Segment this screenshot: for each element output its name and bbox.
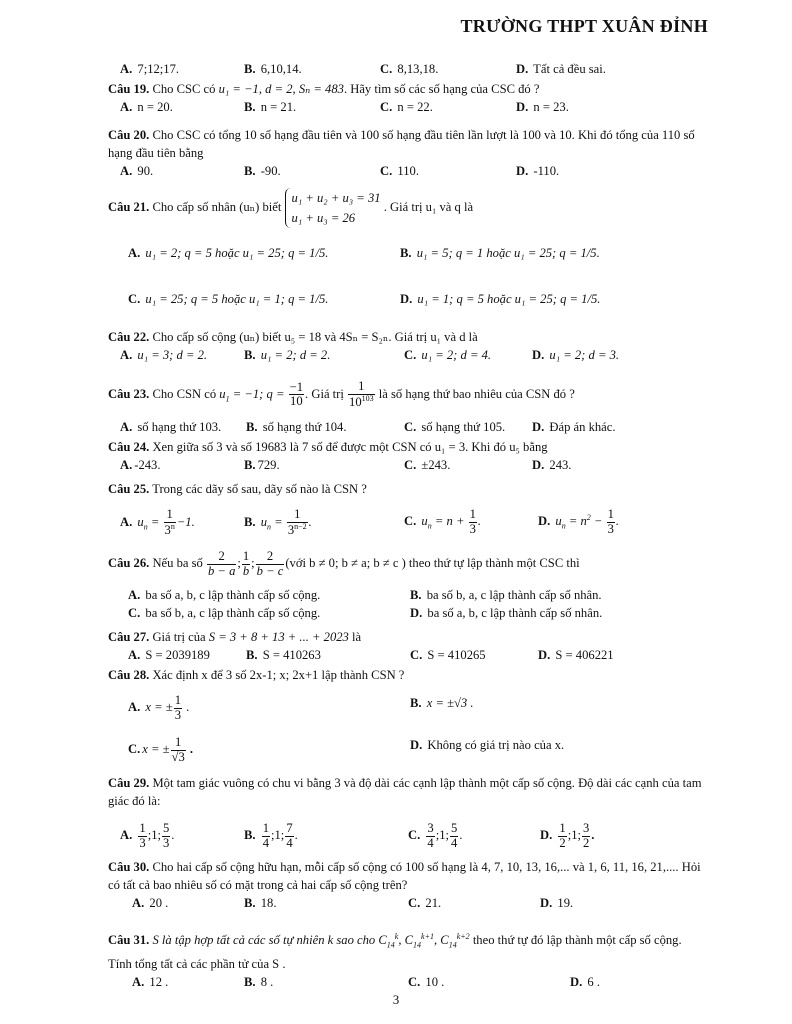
option-c: C. 8,13,18. xyxy=(380,62,439,76)
option-d: D. Không có giá trị nào của x. xyxy=(410,738,565,752)
question-27: Câu 27. Giá trị của S = 3 + 8 + 13 + ... + 2023 là A. S = 2039189 B. S = 410263 C. S = 410265 D. S = 406221 xyxy=(108,630,614,662)
option-d: D. $\frac{1}{2}$ ;1; $\frac{3}{2}$ . xyxy=(540,821,595,850)
option-b: B. n = 21. xyxy=(244,100,297,114)
option-a: A. -243. xyxy=(120,458,161,472)
question-25-options xyxy=(108,508,708,538)
option-a: A. 12 . xyxy=(132,974,169,989)
option-a: A. n = 20. xyxy=(120,100,173,114)
option-c: C. số hạng thứ 105. xyxy=(404,420,506,434)
question-23: Câu 23. Cho CSN có $u_1 = -1$; q = $\frac{-1}{10}$ . Giá trị $\frac{1}{10^{103}}$ là số hạng thứ bao nhiêu của CSN đó ? xyxy=(108,379,575,410)
option-b: B. ba số b, a, c lập thành cấp số nhân. xyxy=(410,588,602,602)
option-c: C. n = 22. xyxy=(380,100,433,114)
option-c: C. $u_n = n$ + $\frac{1}{3}$ . xyxy=(404,507,482,536)
fraction-term: $\frac{1}{10^{103}}$ xyxy=(349,379,374,410)
option-c: C. u₁ = 2; d = 4. xyxy=(404,348,492,362)
equation-system: u₁ + u₂ + u₃ = 31 u₁ + u₃ = 26 xyxy=(285,188,381,228)
question-29: Câu 29. Một tam giác vuông có chu vi bằng 3 và độ dài các cạnh lập thành một cấp số cộng. Độ dài các cạnh của tam giác đó là: xyxy=(108,776,702,808)
question-19: Câu 19. Cho CSC có u₁ = −1, d = 2, Sₙ = 483. Hãy tìm số các số hạng của CSC đó ? A. n = 20. B. n = 21. C. n = 22. D. n = 23. xyxy=(108,82,569,114)
question-24: Câu 24. Xen giữa số 3 và số 19683 là 7 số để được một CSN có u₁ = 3. Khi đó u₅ bằng A. -243. B. 729. C. ±243. D. 243. xyxy=(108,440,572,472)
option-b: B. u₁ = 2; d = 2. xyxy=(244,348,331,362)
option-a: A. $u_n$ = $\frac{1}{3^n}$ −1. xyxy=(120,507,195,538)
option-d: D. $u_n = n^2$ − $\frac{1}{3}$ . xyxy=(538,507,620,536)
fraction-q: $\frac{-1}{10}$ xyxy=(289,379,304,409)
option-d: D. n = 23. xyxy=(516,100,569,114)
option-b: B. 729. xyxy=(244,458,280,472)
option-d: D. u₁ = 2; d = 3. xyxy=(532,348,620,362)
question-21-options-cd xyxy=(108,290,708,308)
option-d: D. ba số a, b, c lập thành cấp số nhân. xyxy=(410,606,603,620)
option-a: A. ba số a, b, c lập thành cấp số cộng. xyxy=(128,588,321,602)
option-d: D. 19. xyxy=(540,896,574,910)
option-b: B. S = 410263 xyxy=(246,648,321,662)
option-d: D. Đáp án khác. xyxy=(532,420,616,434)
option-a: A. x = ± $\frac{1}{3}$ . xyxy=(128,693,190,722)
option-a: A. 7;12;17. xyxy=(120,62,180,76)
option-d: D. 6 . xyxy=(570,974,600,989)
question-21-options-ab xyxy=(108,244,708,262)
option-d: D. 243. xyxy=(532,458,572,472)
option-a: A. u₁ = 2; q = 5 hoặc u₁ = 25; q = 1/5. xyxy=(128,246,329,260)
option-c: C. 10 . xyxy=(408,974,445,989)
question-29-options xyxy=(108,822,708,852)
page-number: 3 xyxy=(392,992,400,1007)
option-b: B. $\frac{1}{4}$ ;1; $\frac{7}{4}$ . xyxy=(244,821,298,850)
option-b: B. -90. xyxy=(244,164,281,178)
option-c: C. ba số b, a, c lập thành cấp số cộng. xyxy=(128,606,321,620)
question-23-options xyxy=(108,418,708,436)
question-28-options-ab xyxy=(108,694,708,724)
option-c: C. 110. xyxy=(380,164,419,178)
option-b: B. x = ±√3 . xyxy=(410,696,474,710)
option-a: A. 90. xyxy=(120,164,154,178)
option-a: A. $\frac{1}{3}$ ;1; $\frac{5}{3}$ . xyxy=(120,821,175,850)
option-c: C. S = 410265 xyxy=(410,648,486,662)
question-30: Câu 30. Cho hai cấp số cộng hữu hạn, mỗi cấp số cộng có 100 số hạng là 4, 7, 10, 13, 16,... và 1, 6, 11, 16, 21,.... Hỏi có tất cả bao nhiêu số có mặt trong cả hai cấp số cộng trên? A. 20 . B. 18. C. 21. D. 19. xyxy=(108,860,701,910)
option-a: A. 20 . xyxy=(132,896,169,910)
option-c: C. x = ± $\frac{1}{√3}$ . xyxy=(128,735,194,764)
question-18-options xyxy=(108,60,708,78)
option-c: C. ±243. xyxy=(404,458,451,472)
option-d: D. Tất cả đều sai. xyxy=(516,62,606,76)
option-b: B. u₁ = 5; q = 1 hoặc u₁ = 25; q = 1/5. xyxy=(400,246,600,260)
option-d: D. S = 406221 xyxy=(538,648,614,662)
option-d: D. u₁ = 1; q = 5 hoặc u₁ = 25; q = 1/5. xyxy=(400,292,601,306)
option-b: B. 8 . xyxy=(244,974,274,989)
option-d: D. -110. xyxy=(516,164,560,178)
question-25: Câu 25. Trong các dãy số sau, dãy số nào là CSN ? xyxy=(108,482,367,496)
question-28: Câu 28. Xác định x để 3 số 2x-1; x; 2x+1 lập thành CSN ? xyxy=(108,668,405,682)
option-a: A. u₁ = 3; d = 2. xyxy=(120,348,208,362)
option-b: B. số hạng thứ 104. xyxy=(246,420,347,434)
option-a: A. S = 2039189 xyxy=(128,648,210,662)
option-a: A. số hạng thứ 103. xyxy=(120,420,222,434)
question-22: Câu 22. Cho cấp số cộng (uₙ) biết u₅ = 18 và 4Sₙ = S₂ₙ. Giá trị u₁ và d là A. u₁ = 3; d = 2. B. u₁ = 2; d = 2. C. u₁ = 2; d = 4. D. u₁ = 2; d = 3. xyxy=(108,330,620,362)
question-26: Câu 26. Nếu ba số $\frac{2}{b - a}$ ; $\frac{1}{b}$ ; $\frac{2}{b - c}$ (với b ≠ 0; b ≠ a; b ≠ c ) theo thứ tự lập thành một CSC thì xyxy=(108,549,580,578)
option-c: C. u₁ = 25; q = 5 hoặc u₁ = 1; q = 1/5. xyxy=(128,292,329,306)
option-b: B. 18. xyxy=(244,896,277,910)
option-c: C. $\frac{3}{4}$ ;1; $\frac{5}{4}$ . xyxy=(408,821,463,850)
option-b: B. 6,10,14. xyxy=(244,62,302,76)
school-header: TRƯỜNG THPT XUÂN ĐỈNH xyxy=(460,16,708,36)
option-c: C. 21. xyxy=(408,896,442,910)
option-b: B. $u_n$ = $\frac{1}{3^{n-2}}$ . xyxy=(244,507,312,538)
question-20: Câu 20. Cho CSC có tổng 10 số hạng đầu tiên và 100 số hạng đầu tiên lần lượt là 100 và 10. Khi đó tổng của 110 số hạng đầu tiên bằng A. 90. B. -90. C. 110. D. -110. xyxy=(108,128,695,178)
question-26-options xyxy=(108,586,708,622)
question-28-options-cd xyxy=(108,736,708,766)
question-31: Câu 31. S là tập hợp tất cả các số tự nhiên k sao cho $C_{14}^k$, $C_{14}^{k+1}$, $C_{14}^{k+2}$ theo thứ tự đó lập thành một cấp số cộng. Tính tổng tất cả các phần tử của S . A. 12 . B. 8 . C. 10 . D. 6 . xyxy=(108,932,682,989)
question-21: Câu 21. Cho cấp số nhân (uₙ) biết u₁ + u₂ + u₃ = 31 u₁ + u₃ = 26 . Giá trị u₁ và q là xyxy=(108,188,708,228)
